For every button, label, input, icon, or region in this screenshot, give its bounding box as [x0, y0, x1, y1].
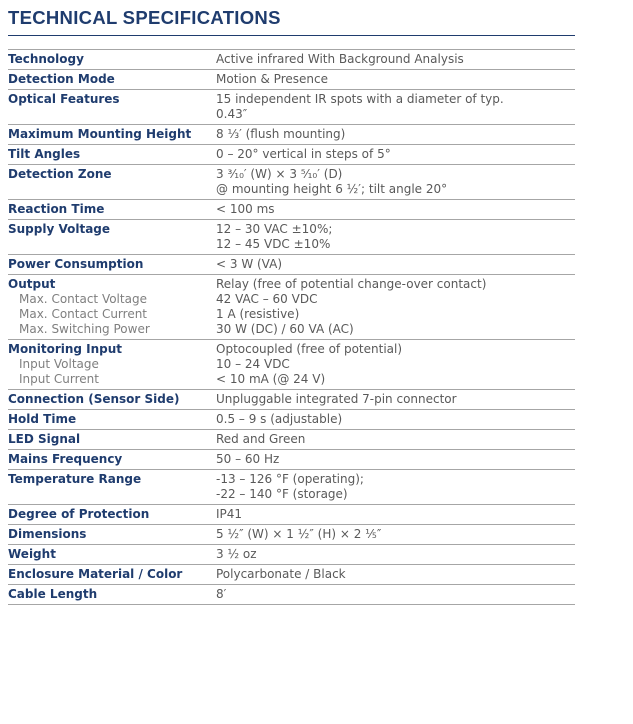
spec-value-line: < 3 W (VA): [216, 257, 283, 271]
spec-line: [8, 277, 575, 292]
spec-line: [8, 222, 575, 252]
spec-value: [216, 472, 575, 502]
spec-value-line: 8′: [216, 587, 227, 601]
spec-line: [8, 567, 575, 582]
spec-value-line: -13 – 126 °F (operating);: [216, 472, 364, 486]
spec-value: [216, 127, 575, 142]
spec-subvalue: 42 VAC – 60 VDC: [216, 292, 318, 306]
spec-value: [216, 52, 575, 67]
spec-row: [8, 505, 575, 525]
spec-line: [8, 432, 575, 447]
spec-value-line: 5 ½″ (W) × 1 ½″ (H) × 2 ⅕″: [216, 527, 382, 541]
spec-value-line: 15 independent IR spots with a diameter of typ.: [216, 92, 504, 106]
spec-line: [8, 72, 575, 87]
spec-row: [8, 565, 575, 585]
spec-row: [8, 70, 575, 90]
spec-value: [216, 567, 575, 582]
spec-line: [8, 127, 575, 142]
spec-row: [8, 390, 575, 410]
spec-line: [8, 52, 575, 67]
spec-subvalue: 10 – 24 VDC: [216, 357, 290, 371]
spec-value: [216, 72, 575, 87]
spec-value-line: < 100 ms: [216, 202, 275, 216]
spec-value-line: 8 ⅓′ (flush mounting): [216, 127, 346, 141]
spec-value-line: -22 – 140 °F (storage): [216, 487, 348, 501]
spec-line: [8, 167, 575, 197]
spec-subvalue: < 10 mA (@ 24 V): [216, 372, 326, 386]
spec-value-line: IP41: [216, 507, 243, 521]
spec-value: [216, 527, 575, 542]
spec-label: Degree of Protection: [8, 507, 150, 521]
spec-value: [216, 452, 575, 467]
spec-value: [216, 257, 575, 272]
spec-value-line: Red and Green: [216, 432, 306, 446]
spec-line: [8, 452, 575, 467]
spec-label: Connection (Sensor Side): [8, 392, 180, 406]
spec-label: Power Consumption: [8, 257, 144, 271]
spec-label: Enclosure Material / Color: [8, 567, 183, 581]
spec-label: Detection Mode: [8, 72, 115, 86]
spec-label: Technology: [8, 52, 84, 66]
spec-row: [8, 585, 575, 605]
spec-row: [8, 220, 575, 255]
spec-line: [8, 547, 575, 562]
spec-label: Reaction Time: [8, 202, 105, 216]
spec-subvalue: 30 W (DC) / 60 VA (AC): [216, 322, 354, 336]
spec-value-line: Active infrared With Background Analysis: [216, 52, 464, 66]
spec-line: [8, 342, 575, 357]
spec-sublabel: Max. Switching Power: [19, 322, 150, 336]
spec-row: [8, 49, 575, 70]
spec-sublabel: Input Current: [19, 372, 99, 386]
spec-value-line: 0.43″: [216, 107, 248, 121]
spec-row: [8, 525, 575, 545]
spec-row: [8, 470, 575, 505]
spec-value: [216, 92, 575, 122]
spec-label: Optical Features: [8, 92, 120, 106]
spec-value-line: 12 – 45 VDC ±10%: [216, 237, 331, 251]
spec-sublabel: Max. Contact Voltage: [19, 292, 147, 306]
spec-subline: [8, 292, 575, 307]
spec-value-line: 50 – 60 Hz: [216, 452, 280, 466]
spec-value-line: Optocoupled (free of potential): [216, 342, 403, 356]
spec-label: LED Signal: [8, 432, 81, 446]
spec-value-line: 3 ³⁄₁₀′ (W) × 3 ⁵⁄₁₀′ (D): [216, 167, 343, 181]
spec-value-line: Motion & Presence: [216, 72, 328, 86]
spec-value: [216, 202, 575, 217]
spec-line: [8, 507, 575, 522]
spec-row: [8, 545, 575, 565]
spec-label: Cable Length: [8, 587, 98, 601]
spec-label: Detection Zone: [8, 167, 112, 181]
spec-value-line: Polycarbonate / Black: [216, 567, 346, 581]
spec-subline: [8, 357, 575, 372]
spec-value: [216, 507, 575, 522]
spec-line: [8, 202, 575, 217]
spec-label: Maximum Mounting Height: [8, 127, 192, 141]
spec-label: Dimensions: [8, 527, 87, 541]
spec-line: [8, 92, 575, 122]
spec-row: [8, 90, 575, 125]
spec-value: [216, 167, 575, 197]
spec-value: [216, 147, 575, 162]
spec-label: Weight: [8, 547, 56, 561]
spec-subline: [8, 322, 575, 337]
spec-label: Mains Frequency: [8, 452, 123, 466]
spec-line: [8, 412, 575, 427]
spec-label: Tilt Angles: [8, 147, 81, 161]
spec-row: [8, 200, 575, 220]
spec-label: Supply Voltage: [8, 222, 111, 236]
spec-line: [8, 587, 575, 602]
spec-sublabel: Max. Contact Current: [19, 307, 148, 321]
spec-value-line: 0.5 – 9 s (adjustable): [216, 412, 343, 426]
spec-row: [8, 340, 575, 390]
spec-value: [216, 547, 575, 562]
spec-value-line: @ mounting height 6 ½′; tilt angle 20°: [216, 182, 448, 196]
spec-value: [216, 392, 575, 407]
spec-subvalue: 1 A (resistive): [216, 307, 300, 321]
spec-label: Temperature Range: [8, 472, 142, 486]
spec-row: [8, 275, 575, 340]
spec-line: [8, 257, 575, 272]
spec-value: [216, 342, 575, 357]
spec-value: [216, 277, 575, 292]
spec-line: [8, 527, 575, 542]
spec-subline: [8, 372, 575, 387]
spec-sublabel: Input Voltage: [19, 357, 99, 371]
spec-row: [8, 430, 575, 450]
spec-line: [8, 392, 575, 407]
spec-line: [8, 147, 575, 162]
spec-row: [8, 410, 575, 430]
spec-value-line: 12 – 30 VAC ±10%;: [216, 222, 333, 236]
spec-label: Monitoring Input: [8, 342, 123, 356]
spec-subline: [8, 307, 575, 322]
spec-row: [8, 450, 575, 470]
spec-row: [8, 125, 575, 145]
spec-value: [216, 412, 575, 427]
spec-row: [8, 165, 575, 200]
spec-row: [8, 255, 575, 275]
spec-value-line: Relay (free of potential change-over contact): [216, 277, 487, 291]
spec-value-line: 0 – 20° vertical in steps of 5°: [216, 147, 391, 161]
spec-value-line: 3 ½ oz: [216, 547, 257, 561]
page-title: TECHNICAL SPECIFICATIONS: [8, 7, 281, 28]
spec-table: [8, 49, 575, 605]
spec-line: [8, 472, 575, 502]
spec-value: [216, 222, 575, 252]
spec-row: [8, 145, 575, 165]
spec-label: Hold Time: [8, 412, 77, 426]
spec-label: Output: [8, 277, 56, 291]
spec-value: [216, 587, 575, 602]
spec-value-line: Unpluggable integrated 7-pin connector: [216, 392, 457, 406]
spec-value: [216, 432, 575, 447]
title-divider: [8, 35, 575, 36]
